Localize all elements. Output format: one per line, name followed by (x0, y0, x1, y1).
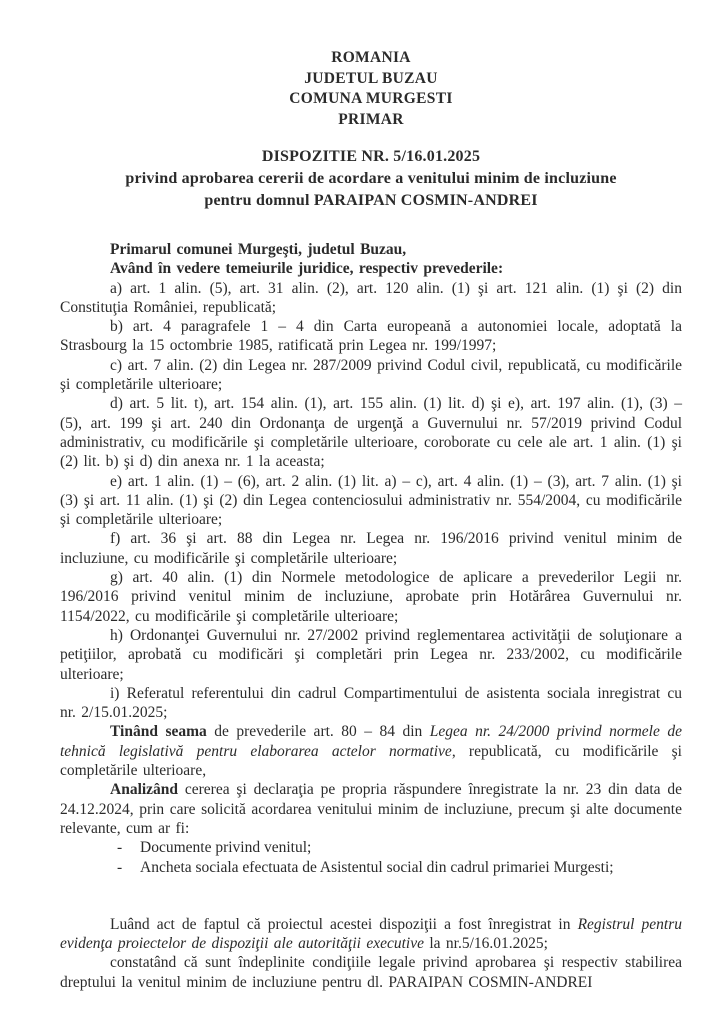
text-segment: Registrul pentru evidenţa proiectelor de dispoziţii ale autorităţii executive (60, 915, 682, 953)
list-item (60, 838, 682, 857)
document-body (60, 240, 682, 992)
text-segment: d) art. 5 lit. t), art. 154 alin. (1), art. 155 alin. (1) lit. d) şi e), art. 197 alin. (1), (3) – (5), art. 199 şi art. 240 din Ordonanţa de urgenţă a Guvernului nr. 57/2019 privind Codul administrativ, cu modificările şi completările ulterioare, coroborate cu cele ale art. 1 alin. (1) şi (2) lit. b) şi d) din anexa nr. 1 la aceasta; (60, 395, 682, 471)
text-segment: Ancheta sociala efectuata de Asistentul social din cadrul primariei Murgesti; (140, 858, 614, 876)
text-segment: la nr.5/16.01.2025; (423, 935, 548, 953)
paragraph (60, 279, 682, 318)
dash-bullet: - (117, 858, 123, 876)
document-title: DISPOZITIE NR. 5/16.01.2025 (261, 148, 481, 165)
letterhead-commune: COMUNA MURGESTI (289, 90, 453, 107)
paragraph (60, 915, 682, 954)
text-segment: , republicată, cu modificările şi completările ulterioare, (60, 742, 682, 780)
paragraph (60, 568, 682, 626)
text-segment: c) art. 7 alin. (2) din Legea nr. 287/2009 privind Codul civil, republicată, cu modificările şi completările ulterioare; (60, 356, 682, 394)
text-segment: b) art. 4 paragrafele 1 – 4 din Carta europeană a autonomiei locale, adoptată la Strasbourg la 15 octombrie 1985, ratificată prin Legea nr. 199/1997; (60, 318, 682, 355)
text-segment: Analizând (110, 781, 179, 799)
text-segment: g) art. 40 alin. (1) din Normele metodologice de aplicare a prevederilor Legii nr. 196/2016 privind venitul minim de incluziune, aprobate prin Hotărârea Guvernului nr. 1154/2022, cu modificările şi completările ulterioare; (60, 569, 682, 625)
list-item (60, 858, 682, 877)
text-segment: h) Ordonanţei Guvernului nr. 27/2002 privind reglementarea activităţii de soluţionare a petiţiilor, aprobată cu modificări şi completări prin Legea nr. 233/2002, cu modificările ulterioare; (60, 626, 682, 683)
text-segment: Tinând seama (110, 723, 207, 741)
paragraph (60, 529, 682, 568)
dash-bullet: - (117, 839, 123, 857)
letterhead (60, 48, 682, 130)
text-segment: Primarul comunei Murgeşti, judetul Buzau, (110, 241, 407, 258)
letterhead-county: JUDETUL BUZAU (304, 69, 438, 87)
paragraph (60, 684, 682, 723)
paragraph (60, 394, 682, 471)
paragraph (60, 317, 682, 356)
text-segment: e) art. 1 alin. (1) – (6), art. 2 alin. (1) lit. a) – c), art. 4 alin. (1) – (3), art. 7 alin. (1) şi (3) şi art. 11 alin. (1) şi (2) din Legea contenciosului administrativ nr. 554/2004, cu modificările şi completările ulterioare; (60, 472, 682, 529)
paragraph (60, 472, 682, 530)
paragraph (60, 722, 682, 780)
paragraph (60, 356, 682, 395)
text-segment: constatând că sunt îndeplinite condiţiile legale privind aprobarea şi respectiv stabilirea dreptului la venitul minim de incluziune pentru dl. PARAIPAN COSMIN-ANDREI (60, 954, 682, 991)
document-subtitle: privind aprobarea cererii de acordare a venitului minim de incluziune (125, 170, 617, 187)
title-block (60, 146, 682, 212)
paragraph (60, 259, 682, 278)
text-segment: f) art. 36 şi art. 88 din Legea nr. Legea nr. 196/2016 privind venitul minim de incluziune, cu modificările şi completările ulterioare; (60, 530, 682, 567)
text-segment: Legea nr. 24/2000 privind normele de tehnică legislativă pentru elaborarea actelor normative (60, 723, 682, 760)
text-segment: Documente privind venitul; (140, 839, 312, 857)
paragraph (60, 240, 682, 259)
list-item-text (140, 859, 614, 876)
list-item-text (140, 839, 311, 856)
document-subtitle-recipient: pentru domnul PARAIPAN COSMIN-ANDREI (204, 192, 538, 209)
letterhead-office: PRIMAR (338, 110, 404, 128)
text-segment: cererea şi declaraţia pe propria răspundere înregistrate la nr. 23 din data de 24.12.2024, prin care solicită acordarea venitului minim de incluziune, precum şi alte documente relevante, cum ar fi: (60, 781, 682, 837)
paragraph (60, 953, 682, 992)
text-segment: i) Referatul referentului din cadrul Compartimentului de asistenta sociala inregistrat cu nr. 2/15.01.2025; (60, 684, 682, 722)
text-segment: de prevederile art. 80 – 84 din (206, 723, 430, 741)
paragraph-spacer (60, 877, 682, 915)
paragraph (60, 626, 682, 684)
paragraph (60, 780, 682, 838)
text-segment: a) art. 1 alin. (5), art. 31 alin. (2), art. 120 alin. (1) şi art. 121 alin. (1) şi (2) din Constituţia României, republicată; (60, 279, 682, 316)
letterhead-country: ROMANIA (331, 49, 411, 66)
text-segment: Având în vedere temeiurile juridice, respectiv prevederile: (110, 260, 504, 278)
text-segment: Luând act de faptul că proiectul acestei dispoziţii a fost înregistrat in (110, 915, 578, 933)
